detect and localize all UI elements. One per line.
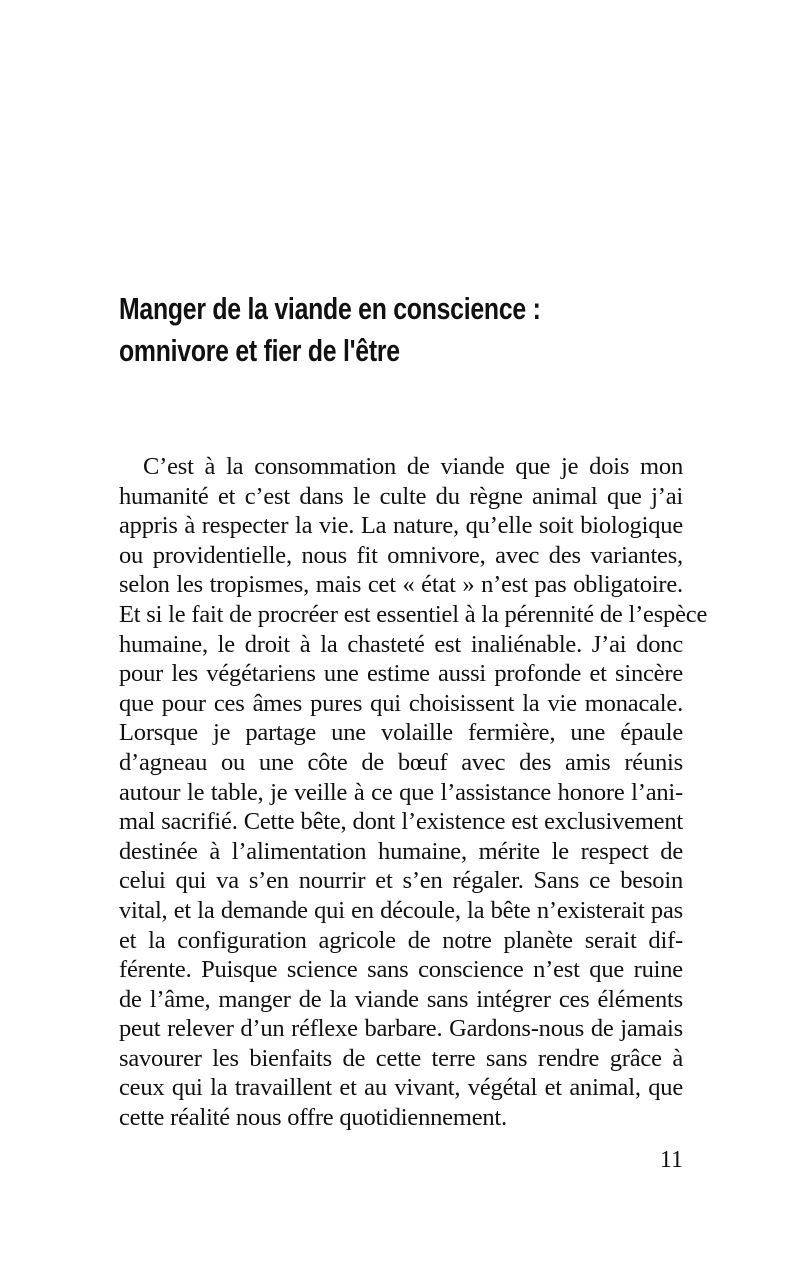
page-number: 11: [659, 1147, 683, 1173]
body-line: cette réalité nous offre quotidiennement.: [119, 1104, 507, 1132]
body-line: destinée à l’alimentation humaine, mérite le respect de: [119, 837, 683, 865]
body-line: ceux qui la travaillent et au vivant, végétal et animal, que: [119, 1074, 683, 1102]
body-line: C’est à la consommation de viande que je dois mon: [143, 453, 683, 480]
body-line: Lorsque je partage une volaille fermière, une épaule: [119, 719, 683, 747]
body-line: celui qui va s’en nourrir et s’en régaler. Sans ce besoin: [119, 867, 683, 895]
body-line: humaine, le droit à la chasteté est inaliénable. J’ai donc: [119, 630, 683, 658]
chapter-title-line: omnivore et fier de l'être: [119, 333, 400, 368]
chapter-title-line: Manger de la viande en conscience :: [119, 291, 541, 326]
body-line: férente. Puisque science sans conscience n’est que ruine: [119, 956, 683, 984]
body-line: vital, et la demande qui en découle, la bête n’existerait pas: [119, 896, 683, 924]
body-line: peut relever d’un réflexe barbare. Gardons-nous de jamais: [119, 1015, 683, 1043]
body-line: Et si le fait de procréer est essentiel à la pérennité de l’espèce: [119, 600, 708, 628]
body-line: autour le table, je veille à ce que l’assistance honore l’ani-: [119, 778, 683, 806]
body-line: mal sacrifié. Cette bête, dont l’existence est exclusivement: [119, 808, 683, 836]
body-line: pour les végétariens une estime aussi profonde et sincère: [119, 660, 683, 688]
body-text: [119, 452, 708, 1133]
body-line: ou providentielle, nous fit omnivore, avec des variantes,: [119, 541, 683, 569]
body-line: de l’âme, manger de la viande sans intégrer ces éléments: [119, 985, 683, 1013]
body-line: selon les tropismes, mais cet « état » n’est pas obligatoire.: [119, 571, 683, 599]
chapter-title: [119, 288, 541, 372]
body-line: d’agneau ou une côte de bœuf avec des amis réunis: [119, 748, 683, 776]
body-line: humanité et c’est dans le culte du règne animal que j’ai: [119, 482, 683, 510]
body-line: que pour ces âmes pures qui choisissent la vie monacale.: [119, 689, 683, 717]
body-line: et la configuration agricole de notre planète serait dif-: [119, 926, 683, 954]
body-line: savourer les bienfaits de cette terre sans rendre grâce à: [119, 1044, 683, 1072]
body-line: appris à respecter la vie. La nature, qu’elle soit biologique: [119, 512, 683, 540]
